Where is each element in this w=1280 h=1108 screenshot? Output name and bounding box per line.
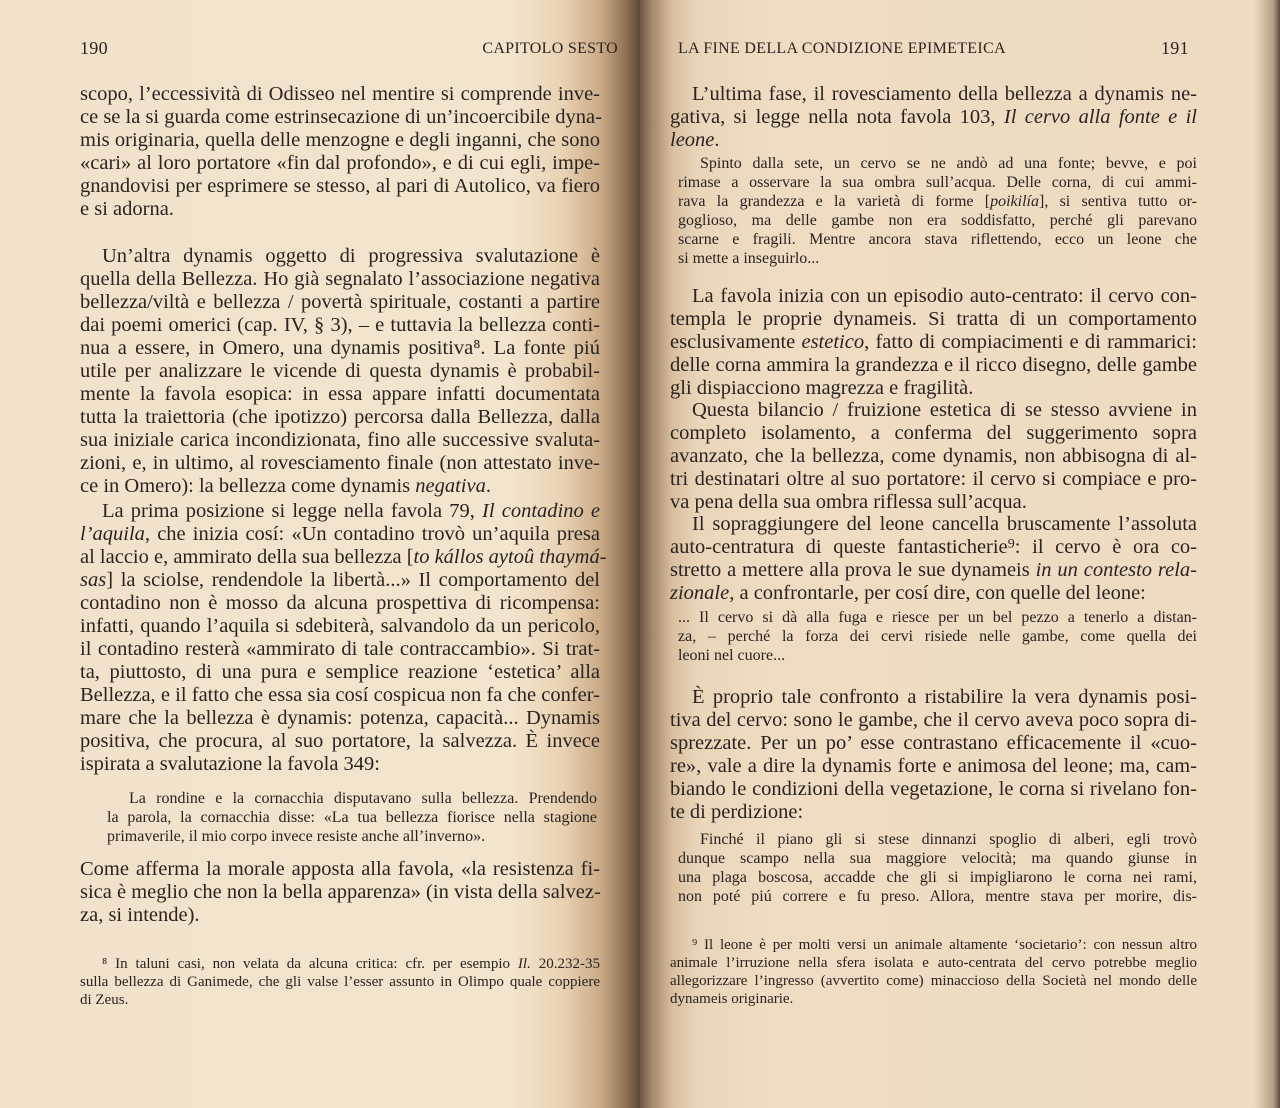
text: di Zeus. <box>80 992 129 1008</box>
block-quote <box>678 154 1197 268</box>
text: . <box>714 129 720 151</box>
text-line <box>107 789 597 808</box>
text-line <box>670 801 1197 824</box>
text-line <box>670 422 1197 445</box>
text: Come afferma la morale apposta alla favola, «la resistenza fi- <box>80 858 600 880</box>
text: sica è meglio che non la bella apparenza» (in vista della salvez- <box>80 881 601 903</box>
text-line <box>670 732 1197 755</box>
text: rava la grandezza e la varietà di forme [ <box>678 193 991 210</box>
text: templa le proprie dynameis. Si tratta di un comportamento <box>670 308 1197 330</box>
text-line <box>678 646 1197 665</box>
text-line <box>80 106 600 129</box>
text-line <box>670 686 1197 709</box>
text: sua iniziale carica incondizionata, fino alle successive svaluta- <box>80 429 600 451</box>
paragraph <box>80 858 600 927</box>
text-line <box>670 536 1197 559</box>
text-line <box>678 868 1197 887</box>
text-line <box>670 285 1197 308</box>
text-line <box>80 730 600 753</box>
text-line <box>80 429 600 452</box>
text-line <box>670 936 1197 954</box>
text-line <box>670 709 1197 732</box>
text: infatti, quando l’aquila si sdebiterà, salvandolo da un pericolo, <box>80 615 600 637</box>
text: È proprio tale confronto a ristabilire la vera dynamis posi- <box>692 686 1197 708</box>
text: La prima posizione si legge nella favola 79, <box>102 500 483 522</box>
text-line <box>80 406 600 429</box>
text-line <box>80 129 600 152</box>
text-line <box>80 500 600 523</box>
text: utile per analizzare le vicende di questa dynamis è probabil- <box>80 360 600 382</box>
text-line <box>670 83 1197 106</box>
block-quote <box>107 789 597 846</box>
italic-text: estetico <box>801 331 865 353</box>
text-line <box>670 354 1197 377</box>
text-line <box>80 152 600 175</box>
text: goglioso, ma delle gambe non era soddisfatto, perché gli parevano <box>678 212 1197 229</box>
running-head: LA FINE DELLA CONDIZIONE EPIMETEICA <box>678 40 1006 57</box>
text: 20.232-35 <box>530 956 600 972</box>
text-line <box>670 399 1197 422</box>
text-line <box>670 491 1197 514</box>
paragraph <box>670 83 1197 152</box>
text-line <box>678 230 1197 249</box>
text: , che inizia cosí: «Un contadino trovò un’aquila presa <box>144 523 600 545</box>
text: avanzato, che la bellezza, come dynamis, non abbisogna di al- <box>670 445 1197 467</box>
text: biando le condizioni della vegetazione, le corna si rivelano fon- <box>670 778 1197 800</box>
italic-text: leone <box>670 129 715 151</box>
text: zioni, e, in ultimo, al rovesciamento finale (non attestato inve- <box>80 452 600 474</box>
text: , a confrontarle, per cosí dire, con quelle del leone: <box>729 582 1146 604</box>
text: positiva, che procura, al suo portatore, la salvezza. È invece <box>80 730 600 752</box>
paragraph <box>670 686 1197 824</box>
text-line <box>80 684 600 707</box>
text: stretto a mettere alla prova le sue dynameis <box>670 559 1036 581</box>
text: ce in Omero): la bellezza come dynamis <box>80 475 416 497</box>
italic-text: negativa <box>415 475 486 497</box>
text-line <box>678 154 1197 173</box>
footnote <box>80 955 600 1009</box>
text-line <box>80 475 600 498</box>
text-line <box>678 173 1197 192</box>
paragraph <box>670 513 1197 605</box>
text: gativa, si legge nella nota favola 103, <box>670 106 1004 128</box>
text: bellezza/viltà e bellezza / povertà spirituale, costanti a partire <box>80 291 600 313</box>
text-line <box>107 808 597 827</box>
italic-text: Il contadino e <box>482 500 600 522</box>
text-line <box>670 972 1197 990</box>
text-line <box>670 445 1197 468</box>
text: te di perdizione: <box>670 801 804 823</box>
text-line <box>670 106 1197 129</box>
text-line <box>80 858 600 881</box>
paragraph <box>80 500 607 776</box>
text: scarne e fragili. Mentre ancora stava riflettendo, ecco un leone che <box>678 231 1197 248</box>
text: la parola, la cornacchia disse: «La tua bellezza fiorisce nella stagione <box>107 809 597 826</box>
text: delle corna ammira la grandezza e il ricco disegno, delle gambe <box>670 354 1197 376</box>
text: Un’altra dynamis oggetto di progressiva svalutazione è <box>102 245 600 267</box>
running-head: CAPITOLO SESTO <box>482 40 618 57</box>
text: esclusivamente <box>670 331 802 353</box>
text-line <box>678 249 1197 268</box>
text-line <box>670 129 1197 152</box>
text: dai poemi omerici (cap. IV, § 3), – e tuttavia la bellezza conti- <box>80 314 600 336</box>
text: quella della Bellezza. Ho già segnalato l’associazione negativa <box>80 268 600 290</box>
text-line <box>670 954 1197 972</box>
text: tiva del cervo: sono le gambe, che il cervo aveva poco sopra di- <box>670 709 1197 731</box>
text: al laccio e, ammirato della sua bellezza [ <box>80 546 414 568</box>
text-line <box>80 955 600 973</box>
text-line <box>107 827 597 846</box>
text: tri destinatari oltre al suo portatore: il cervo si compiace e pro- <box>670 468 1197 490</box>
italic-text: Il. <box>517 956 531 972</box>
text: sprezzate. Per un po’ esse contrastano efficacemente il «cuo- <box>670 732 1197 754</box>
text: completo isolamento, a conferma del suggerimento sopra <box>670 422 1197 444</box>
text-line <box>80 881 600 904</box>
text-line <box>80 973 600 991</box>
text: ⁸ In taluni casi, non velata da alcuna critica: cfr. per esempio <box>102 956 518 972</box>
italic-text: sas <box>80 569 107 591</box>
text-line <box>670 331 1197 354</box>
paragraph <box>80 245 600 498</box>
text-line <box>670 308 1197 331</box>
block-quote <box>678 830 1197 906</box>
text: ispirata a svalutazione la favola 349: <box>80 753 380 775</box>
text-line <box>80 904 600 927</box>
text: ⁹ Il leone è per molti versi un animale altamente ‘societario’: con nessun altro <box>692 937 1197 953</box>
italic-text: Il cervo alla fonte e il <box>1003 106 1198 128</box>
text-line <box>670 513 1197 536</box>
text: leoni nel cuore... <box>678 647 786 664</box>
text: tutta la traiettoria (che ipotizzo) percorsa dalla Bellezza, dalla <box>80 406 600 428</box>
text-line <box>670 559 1197 582</box>
text: La rondine e la cornacchia disputavano sulla bellezza. Prendendo <box>129 790 597 807</box>
text: mare che la bellezza è dynamis: potenza, capacità... Dynamis <box>80 707 600 729</box>
italic-text: l’aquila <box>80 523 145 545</box>
text: nua a essere, in Omero, una dynamis positiva⁸. La fonte piú <box>80 337 600 359</box>
text: gli dispiacciono magrezza e fragilità. <box>670 377 974 399</box>
text-line <box>670 377 1197 400</box>
text-line <box>670 468 1197 491</box>
text: La favola inizia con un episodio auto-centrato: il cervo con- <box>692 285 1197 307</box>
text: re», vale a dire la dynamis forte e animosa del leone; ma, cam- <box>670 755 1197 777</box>
text: ] la sciolse, rendendole la libertà...» Il comportamento del <box>106 569 600 591</box>
text: ... Il cervo si dà alla fuga e riesce per un bel pezzo a tenerlo a distan- <box>678 609 1197 626</box>
text: una plaga boscosa, accadde che gli si impigliarono le corna nei rami, <box>678 869 1197 886</box>
text: ta, piuttosto, di una pura e semplice reazione ‘estetica’ alla <box>80 661 600 683</box>
text-line <box>80 661 600 684</box>
text-line <box>80 707 600 730</box>
text: Spinto dalla sete, un cervo se ne andò ad una fonte; bevve, e poi <box>700 155 1197 172</box>
text: Bellezza, e il fatto che essa sia cosí cospicua non fa che confer- <box>80 684 600 706</box>
text: e si adorna. <box>80 198 174 220</box>
text: ], si sentiva tutto or- <box>1038 193 1197 210</box>
text-line <box>678 627 1197 646</box>
text-line <box>80 268 600 291</box>
footnote <box>670 936 1197 1008</box>
text-line <box>80 569 600 592</box>
text: gnandovisi per esprimere se stesso, al pari di Autolico, va fiero <box>80 175 600 197</box>
text: sulla bellezza di Ganimede, che gli valse l’esser assunto in Olimpo quale coppiere <box>80 974 600 990</box>
text-line <box>670 755 1197 778</box>
text: mis originaria, quella delle menzogne e degli inganni, che sono <box>80 129 600 151</box>
text-line <box>678 192 1197 211</box>
italic-text: to kállos aytoû thaymá- <box>413 546 607 568</box>
text-line <box>678 830 1197 849</box>
text-line <box>80 592 600 615</box>
text-line <box>80 337 600 360</box>
text: non poté piú correre e fu preso. Allora, mentre stava per morire, dis- <box>678 888 1197 905</box>
text: L’ultima fase, il rovesciamento della bellezza a dynamis ne- <box>692 83 1197 105</box>
text: . <box>485 475 491 497</box>
text: mente la favola esopica: in essa appare infatti documentata <box>80 383 600 405</box>
text-line <box>80 546 607 569</box>
paragraph <box>670 285 1197 400</box>
right-page <box>640 0 1280 1108</box>
text: dunque scampo nella sua maggiore velocità; ma quando giunse in <box>678 850 1197 867</box>
text: dynameis originarie. <box>670 991 794 1007</box>
text-line <box>80 198 600 221</box>
italic-text: zionale <box>670 582 730 604</box>
text-line <box>80 383 600 406</box>
text-line <box>80 291 600 314</box>
text-line <box>80 83 600 106</box>
text-line <box>670 582 1197 605</box>
text: za, si intende). <box>80 904 200 926</box>
text: Questa bilancio / fruizione estetica di se stesso avviene in <box>692 399 1197 421</box>
text-line <box>80 452 600 475</box>
text-line <box>678 849 1197 868</box>
text-line <box>80 753 600 776</box>
text-line <box>80 615 600 638</box>
text-line <box>80 991 600 1009</box>
text: allegorizzare l’ingresso (avvertito come) minaccioso della Società nel mondo delle <box>670 973 1197 989</box>
text-line <box>678 887 1197 906</box>
italic-text: in un contesto rela- <box>1035 559 1197 581</box>
text-line <box>678 211 1197 230</box>
paragraph <box>80 83 600 221</box>
text: Il sopraggiungere del leone cancella bruscamente l’assoluta <box>692 513 1197 535</box>
text: animale l’irruzione nella sfera isolata e auto-centrata del cervo potrebbe meglio <box>670 955 1197 971</box>
text-line <box>670 990 1197 1008</box>
text-line <box>80 360 600 383</box>
paragraph <box>670 399 1197 514</box>
text: , fatto di compiacimenti e di rammarici: <box>864 331 1197 353</box>
block-quote <box>678 608 1197 665</box>
text: ce se la si guarda come estrinsecazione di un’incoercibile dyna- <box>80 106 602 128</box>
text: contadino non è mosso da alcuna prospettiva di ricompensa: <box>80 592 600 614</box>
text: Finché il piano gli si stese dinnanzi spoglio di alberi, egli trovò <box>700 831 1197 848</box>
page-number: 190 <box>80 38 108 58</box>
text-line <box>80 314 600 337</box>
text: il contadino resterà «ammirato di tale contraccambio». Si trat- <box>80 638 600 660</box>
text-line <box>670 778 1197 801</box>
page-number: 191 <box>1161 38 1189 58</box>
text-line <box>80 523 600 546</box>
text: za, – perché la forza dei cervi risiede nelle gambe, come quella dei <box>678 628 1197 645</box>
text-line <box>80 175 600 198</box>
text: primaverile, il mio corpo invece resiste anche all’inverno». <box>107 828 486 845</box>
text: «cari» al loro portatore «fin dal profondo», e di cui egli, impe- <box>80 152 600 174</box>
text: si mette a inseguirlo... <box>678 250 820 267</box>
text-line <box>678 608 1197 627</box>
text-line <box>80 245 600 268</box>
text: va pena della sua ombra riflessa sull’acqua. <box>670 491 1027 513</box>
text-line <box>80 638 600 661</box>
text: auto-centratura di queste fantasticherie⁹: il cervo è ora co- <box>670 536 1197 558</box>
text: scopo, l’eccessività di Odisseo nel mentire si comprende inve- <box>80 83 600 105</box>
text: rimase a osservare la sua ombra sull’acqua. Delle corna, di cui ammi- <box>678 174 1197 191</box>
italic-text: poikilía <box>990 193 1039 210</box>
